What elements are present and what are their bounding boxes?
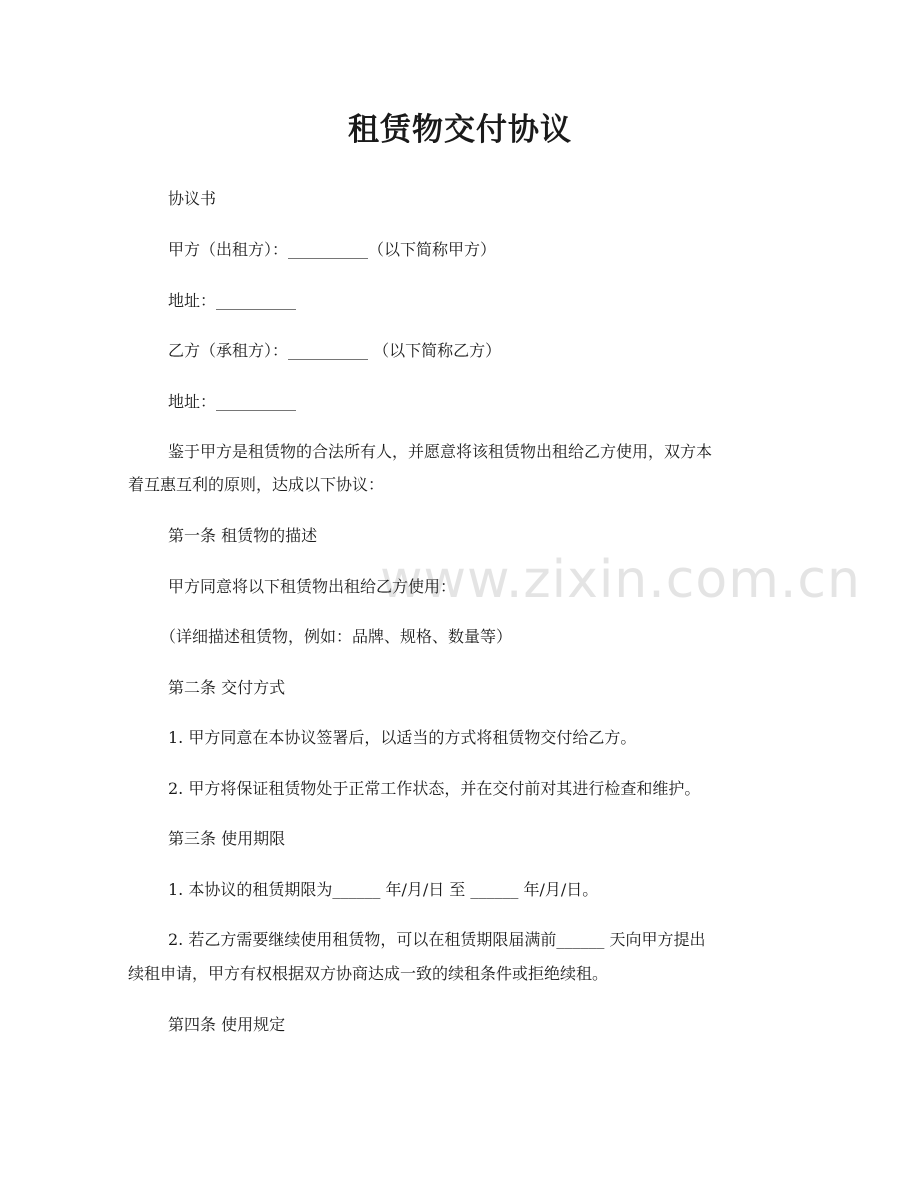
article-1-heading: 第一条 租赁物的描述 <box>168 526 318 545</box>
article-3-heading: 第三条 使用期限 <box>168 829 286 848</box>
party-b-address: 地址：__________ <box>168 392 297 411</box>
watermark: www.zixin.com.cn <box>380 550 861 610</box>
article-2-item-2: 2. 甲方将保证租赁物处于正常工作状态，并在交付前对其进行检查和维护。 <box>168 779 701 798</box>
document-title: 租赁物交付协议 <box>348 112 572 148</box>
party-a-address: 地址：__________ <box>168 291 297 310</box>
preamble-line-1: 鉴于甲方是租赁物的合法所有人，并愿意将该租赁物出租给乙方使用，双方本 <box>168 442 713 461</box>
article-2-heading: 第二条 交付方式 <box>168 678 286 697</box>
article-1-description: （详细描述租赁物，例如：品牌、规格、数量等） <box>160 627 513 646</box>
party-a-line: 甲方（出租方）：__________（以下简称甲方） <box>168 240 497 259</box>
article-3-item-2-line-1: 2. 若乙方需要继续使用租赁物，可以在租赁期限届满前______ 天向甲方提出 <box>168 930 706 949</box>
heading-agreement: 协议书 <box>168 189 217 208</box>
party-b-line: 乙方（承租方）：__________ （以下简称乙方） <box>168 341 502 360</box>
article-3-item-1: 1. 本协议的租赁期限为______ 年/月/日 至 ______ 年/月/日。 <box>168 880 599 899</box>
preamble-line-2: 着互惠互利的原则，达成以下协议： <box>128 475 385 494</box>
article-3-item-2-line-2: 续租申请，甲方有权根据双方协商达成一致的续租条件或拒绝续租。 <box>128 964 609 983</box>
article-2-item-1: 1. 甲方同意在本协议签署后，以适当的方式将租赁物交付给乙方。 <box>168 728 637 747</box>
article-1-text: 甲方同意将以下租赁物出租给乙方使用： <box>168 577 457 596</box>
article-4-heading: 第四条 使用规定 <box>168 1015 286 1034</box>
